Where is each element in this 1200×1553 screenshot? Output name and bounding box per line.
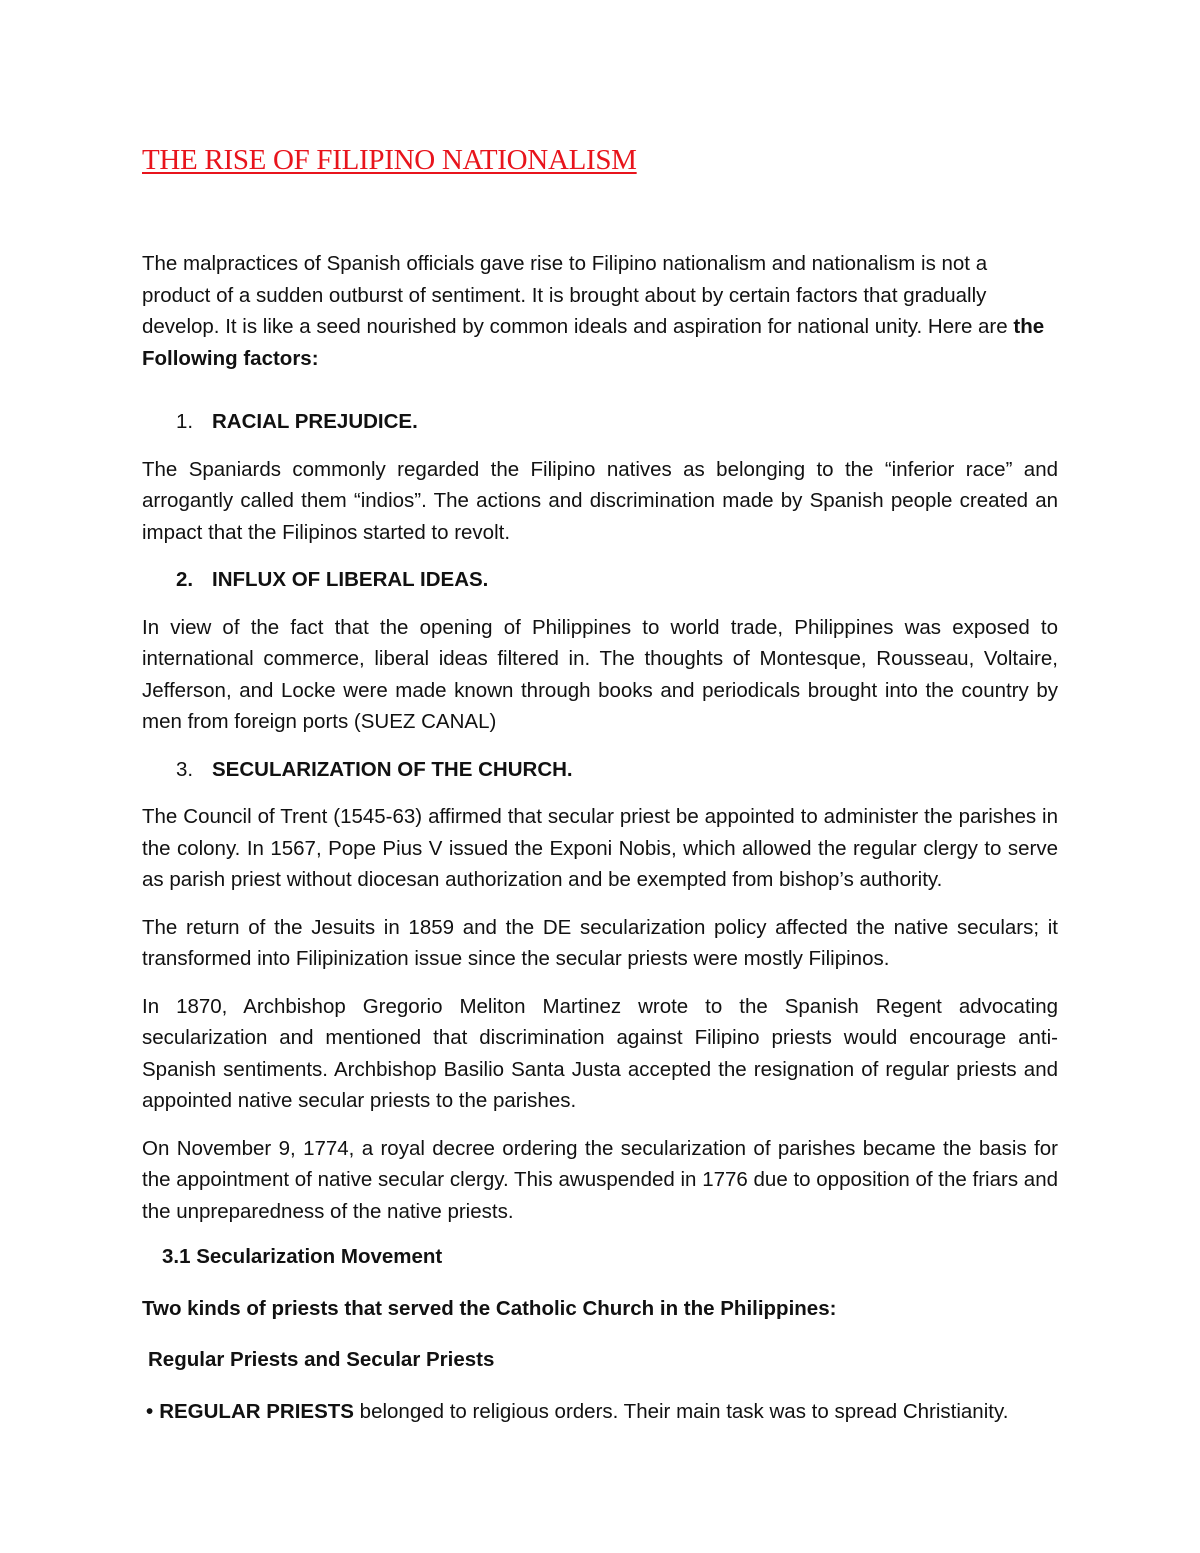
bullet-text: belonged to religious orders. Their main task was to spread Christianity.: [353, 1399, 1009, 1423]
section-paragraph: In 1870, Archbishop Gregorio Meliton Martinez wrote to the Spanish Regent advocating secularization and mentioned that discrimination against Filipino priests would encourage anti-Spanish sentiments. Archbishop Basilio Santa Justa accepted the resignation of regular priests and appointed native secular priests to the parishes.: [142, 994, 1058, 1112]
section-paragraph: The return of the Jesuits in 1859 and the DE secularization policy affected the native seculars; it transformed into Filipinization issue since the secular priests were mostly Filipinos.: [142, 915, 1058, 970]
section-heading-liberal-ideas: [142, 564, 1058, 596]
section-number: 3.: [176, 757, 194, 781]
bullet-icon: •: [146, 1399, 154, 1423]
kinds-list: Regular Priests and Secular Priests: [148, 1348, 495, 1371]
intro-bold-text: the Following factors: [142, 315, 1045, 370]
section-paragraph: The Spaniards commonly regarded the Filipino natives as belonging to the “inferior race” and arrogantly called them “indios”. The actions and discrimination made by Spanish people created an impact that the Filipinos started to revolt.: [142, 457, 1058, 544]
document-title: THE RISE OF FILIPINO NATIONALISM: [142, 144, 637, 176]
intro-colon: :: [311, 346, 319, 370]
subsection-heading: 3.1 Secularization Movement: [162, 1245, 443, 1268]
section-heading-text: RACIAL PREJUDICE.: [212, 410, 418, 433]
intro-paragraph: [142, 248, 1058, 374]
intro-text: The malpractices of Spanish officials gave rise to Filipino nationalism and nationalism is not a product of a sudden outburst of sentiment. It is brought about by certain factors that gradually develop. It is like a seed nourished by common ideals and aspiration for national unity. Here are: [142, 252, 1014, 338]
section-number: 1.: [176, 410, 194, 433]
section-number: 2.: [176, 568, 194, 591]
section-paragraph: The Council of Trent (1545-63) affirmed that secular priest be appointed to administer the parishes in the colony. In 1567, Pope Pius V issued the Exponi Nobis, which allowed the regular clergy to serve as parish priest without diocesan authorization and be exempted from bishop’s authority.: [142, 805, 1058, 891]
section-heading-text: SECULARIZATION OF THE CHURCH.: [212, 757, 573, 781]
section-paragraph: In view of the fact that the opening of Philippines to world trade, Philippines was exposed to international commerce, liberal ideas filtered in. The thoughts of Montesque, Rousseau, Voltaire, Jefferson, and Locke were made known through books and periodicals brought into the country by men from foreign ports (SUEZ CANAL): [142, 615, 1058, 733]
bullet-bold-text: REGULAR PRIESTS: [159, 1399, 354, 1423]
document-body: [142, 140, 1058, 1427]
section-heading-secularization: [142, 754, 1058, 786]
section-heading-racial-prejudice: [142, 406, 1058, 438]
kinds-heading: Two kinds of priests that served the Catholic Church in the Philippines:: [142, 1296, 837, 1320]
section-paragraph: On November 9, 1774, a royal decree ordering the secularization of parishes became the basis for the appointment of native secular clergy. This awuspended in 1776 due to opposition of the friars and the unpreparedness of the native priests.: [142, 1136, 1058, 1223]
section-heading-text: INFLUX OF LIBERAL IDEAS.: [212, 568, 489, 591]
bullet-item-regular-priests: [142, 1396, 1058, 1428]
